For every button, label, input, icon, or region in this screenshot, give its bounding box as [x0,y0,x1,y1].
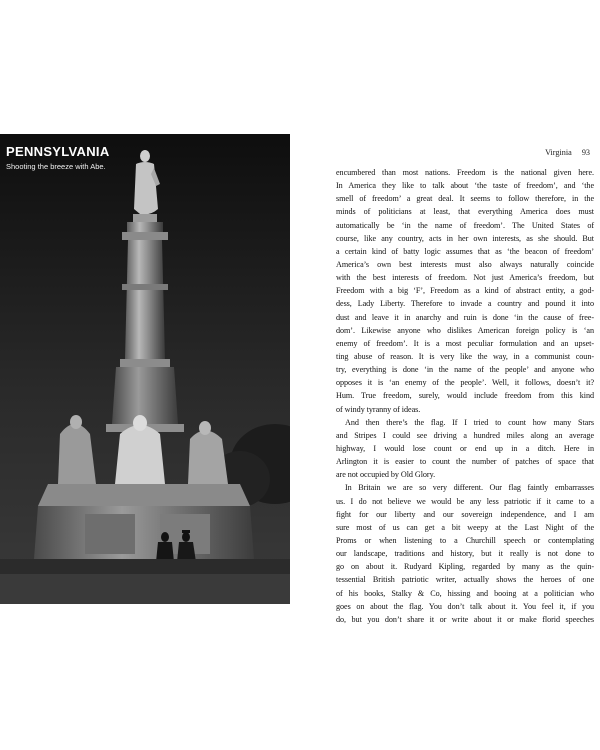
text-line: a certain kind of batty logic assumes that as ‘the beacon of freedom’ [336,246,594,256]
text-line: highway, I would lose count or end up in a ditch. Here in [336,443,594,453]
text-line: smell of freedom’ a great deal. It seems to follow therefore, in the [336,194,594,204]
text-line: and Stripes I could see driving a hundred miles along an average [336,430,594,440]
text-line: dust and leave it in anarchy and ruin is done ‘in the cause of free- [336,312,594,322]
text-page [336,146,594,626]
text-line: try, everything is done ‘in the name of the people’ and anyone who [336,365,594,375]
text-line: ting abuse of reason. It is very like the way, in a communist coun- [336,351,594,361]
text-line: America’s own best interests must also always naturally coincide [336,259,594,269]
text-line: our landscape, traditions and history, but it really is not done to [336,549,594,559]
text-line: Freedom with a big ‘F’, Freedom as a kind of abstract entity, a god- [336,286,594,296]
text-line: goes on about the flag. You don’t talk about it. You feel it, if you [336,601,594,611]
caption-title: PENNSYLVANIA [6,144,110,159]
text-line: with the best interests of freedom. Not just America’s freedom, but [336,273,594,283]
text-line: of windy tyranny of ideas. [336,404,421,414]
text-line: opposes it is ‘an enemy of the people’. Well, it follows, doesn’t it? [336,378,594,388]
text-line: And then there’s the flag. If I tried to count how many Stars [345,417,594,427]
page-number: 93 [581,148,590,157]
text-line: In Britain we are so very different. Our flag faintly embarrasses [345,483,594,493]
text-line: course, like any country, acts in her own interests, as she should. But [336,233,594,243]
text-line: dom’. Likewise anyone who dislikes American foreign policy is ‘an [336,325,594,335]
text-line: tessential British patriotic writer, actually shows the heroes of one [336,575,594,585]
text-line: enemy of freedom’. It is a most peculiar formulation and an upset- [336,338,594,348]
monument-photo [0,134,290,604]
chapter-title: Virginia [545,148,572,157]
text-line: Proms or when listening to a Churchill speech or contemplating [336,535,594,545]
text-line: automatically be ‘in the name of freedom’. The United States of [336,220,594,230]
text-line: go on about it. Rudyard Kipling, regarded by many as the quin- [336,562,594,572]
text-line: In America they like to talk about ‘the taste of freedom’, and ‘the [336,181,594,191]
text-line: dess, Lady Liberty. Therefore to invade a country and pound it into [336,299,594,309]
monument-illustration [0,134,290,604]
text-line: encumbered than most nations. Freedom is the national given here. [336,168,594,177]
running-head [336,146,594,160]
text-line: minds of politicians at least, that everything America does must [336,207,594,217]
text-line: of his books, Stalky & Co, hissing and booing at a politician who [336,588,594,598]
text-line: us. I do not believe we would be any less patriotic if it came to a [336,496,594,506]
text-line: do, but you don’t share it or write about it or make florid speeches [336,614,594,624]
text-line: Hum. True freedom, surely, would include freedom from this kind [336,391,594,401]
caption-subtitle: Shooting the breeze with Abe. [6,162,106,171]
body-text [336,166,594,626]
text-line: fight for our liberty and our sovereign independence, and I am [336,509,594,519]
text-line: are not occupied by Old Glory. [336,470,436,480]
text-line: Arlington it is easier to count the number of patches of space that [336,457,594,467]
text-line: sure most of us can get a bit weepy at the Last Night of the [336,522,594,532]
